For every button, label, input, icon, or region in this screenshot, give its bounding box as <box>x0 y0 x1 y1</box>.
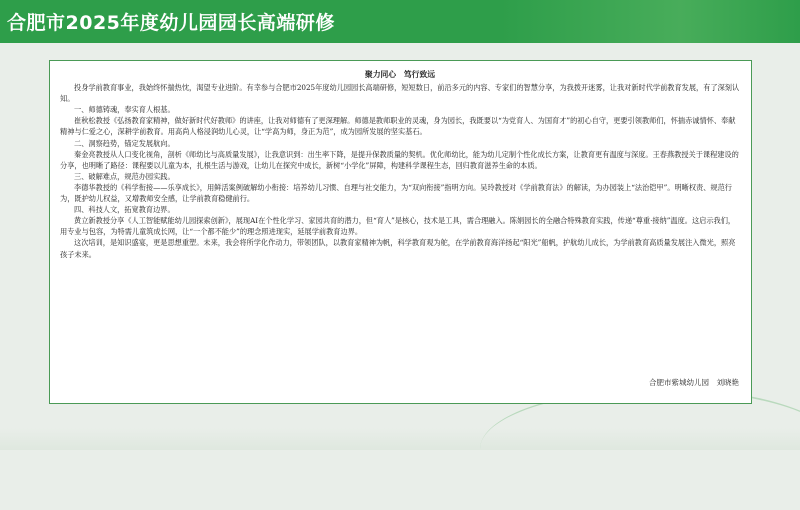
document-title: 聚力同心 笃行致远 <box>364 70 436 79</box>
section-heading-1: 一、师德铸魂，奉实育人根基。 <box>74 105 175 115</box>
document-body <box>60 69 740 260</box>
section-heading-2: 二、洞察趋势，锚定发展航向。 <box>74 138 175 148</box>
section-heading-3: 三、破解难点，规范办园实践。 <box>74 171 175 181</box>
paragraph-section-3: 李德华教授的《科学衔接——乐享成长》，用鲜活案例破解幼小衔接：培养幼儿习惯、自理与社交能力，为“双向衔接”指明方向。吴玲教授对《学前教育法》的解读，为办园装上“法治铠甲”。明晰权责、规范行为，既护幼儿权益，又增教师安全感，让学前教育稳健前行。 <box>60 182 732 204</box>
paragraph-section-4: 黄立新教授分享《人工智能赋能幼儿园探索创新》，展现AI在个性化学习、家园共育的潜力，但“育人”是核心，技术是工具，需合理融入。陈娟园长的全融合特殊教育实践，传递“尊重·接纳”温度。这启示我们，用专业与包容，为特需儿童筑成长网，让“一个都不能少”的理念照进现实，延展学前教育边界。 <box>60 216 736 237</box>
header-bar <box>0 0 800 43</box>
paragraph-intro: 投身学前教育事业，我始终怀揣热忱，渴望专业进阶。有幸参与合肥市2025年度幼儿园园长高端研修，短短数日，前沿多元的内容、专家们的智慧分享，为我拨开迷雾，让我对新时代学前教育发展，有了深刻认知。 <box>60 83 740 104</box>
signature: 合肥市紫城幼儿园 刘晓艳 <box>649 378 739 387</box>
header-decoration <box>500 0 800 43</box>
section-heading-4: 四、科技人文，拓宽教育边界。 <box>74 205 175 215</box>
document-card <box>49 60 752 404</box>
paragraph-section-2: 秦金亮教授从人口变化视角，剖析《师幼比与高质量发展》，让我意识到：出生率下降，是提升保教质量的契机。优化师幼比，能为幼儿定制个性化成长方案，让教育更有温度与深度。王春燕教授关于课程建设的分享，也明晰了路径：课程要以儿童为本，扎根生活与游戏，让幼儿在探究中成长，新树“小学化”屏障，构建科学课程生态，回归教育滋养生命的本质。 <box>60 149 739 170</box>
paragraph-conclusion: 这次培训，是知识盛宴，更是思想重塑。未来，我会将所学化作动力，带领团队，以教育家精神为帆，科学教育观为舵，在学前教育海洋扬起“阳光”船帆，护航幼儿成长，为学前教育高质量发展注入微光，照亮孩子未来。 <box>60 238 736 259</box>
page-title: 合肥市2025年度幼儿园园长高端研修 <box>7 12 335 34</box>
paragraph-section-1: 崔秋松教授《弘扬教育家精神，做好新时代好教师》的讲座，让我对师德有了更深理解。师德是教师职业的灵魂，身为园长，我既要以“为党育人、为国育才”的初心自守，更要引领教师们，怀揣赤诚情怀、奉献精神与仁爱之心，深耕学前教育。用高尚人格浸润幼儿心灵，让“学高为师，身正为范”，成为园所发展的坚实基石。 <box>60 116 736 137</box>
footer-decoration <box>480 388 800 510</box>
